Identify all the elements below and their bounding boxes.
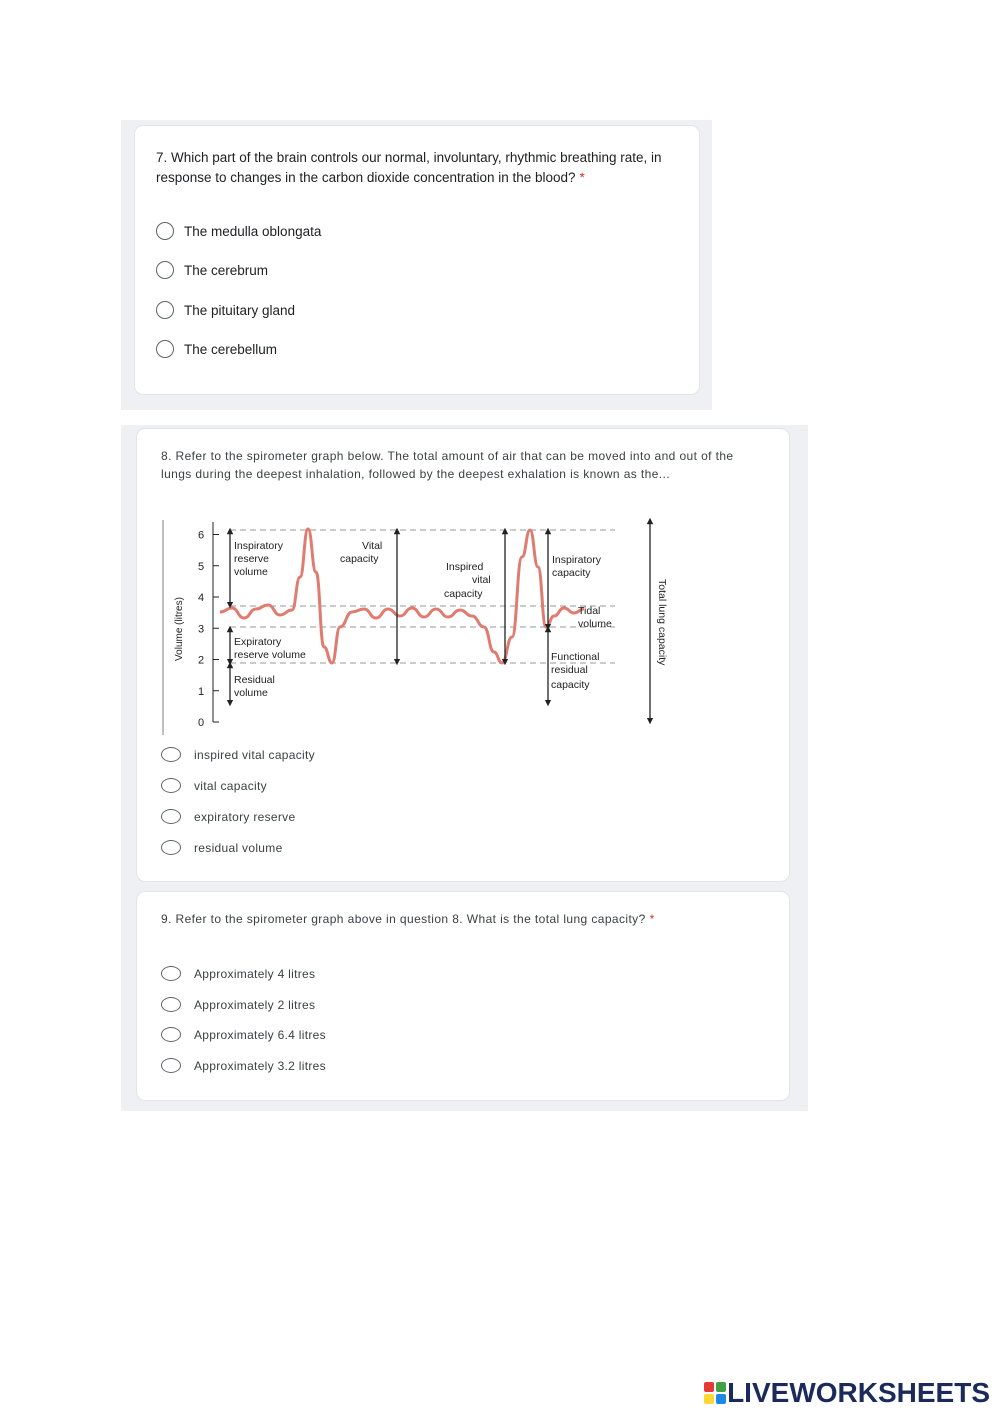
option-label: residual volume [194,840,283,855]
option-label: Approximately 6.4 litres [194,1027,326,1042]
radio-button[interactable] [161,966,181,981]
radio-button[interactable] [161,1058,181,1073]
frc-label-1: Functional [551,651,600,663]
y-tick-label: 6 [198,529,205,542]
q8-option-1[interactable] [161,747,315,762]
q8-option-4[interactable] [161,840,283,855]
ivc-label-2: vital [472,574,491,586]
ivc-label-1: Inspired [446,561,484,573]
q9-option-1[interactable] [161,966,315,981]
question-7-card [135,126,699,394]
y-tick-label: 1 [198,685,205,698]
question-7-label: 7. Which part of the brain controls our normal, involuntary, rhythmic breathing rate, in response to changes in the carbon dioxide concentration in the blood? [156,150,662,186]
option-label: inspired vital capacity [194,747,315,762]
rv-label-2: volume [234,687,268,699]
q7-option-1[interactable] [156,222,321,240]
tlc-label: Total lung capacity [656,579,668,666]
radio-button[interactable] [161,778,181,793]
q9-option-4[interactable] [161,1058,326,1073]
q8-option-2[interactable] [161,778,267,793]
radio-button[interactable] [156,261,174,279]
option-label: The pituitary gland [184,302,296,318]
option-label: Approximately 3.2 litres [194,1058,326,1073]
option-label: The cerebrum [184,262,269,278]
y-axis-label: Volume (litres) [174,597,185,661]
radio-button[interactable] [161,809,181,824]
option-label: The medulla oblongata [184,223,322,239]
option-label: vital capacity [194,778,267,793]
option-label: expiratory reserve [194,809,296,824]
required-mark: * [649,912,655,926]
q9-option-2[interactable] [161,997,315,1012]
option-label: Approximately 4 litres [194,966,316,981]
question-8-text: 8. Refer to the spirometer graph below. The total amount of air that can be moved into and out of the lungs during the deepest inhalation, followed by the deepest exhalation is known as the... [161,449,734,481]
question-9-text [161,910,741,928]
radio-button[interactable] [161,840,181,855]
y-tick-label: 2 [198,654,205,667]
erv-label-2: reserve volume [234,649,306,661]
y-tick-label: 0 [198,717,205,729]
ivc-label-3: capacity [444,588,483,600]
question-9-label: 9. Refer to the spirometer graph above in question 8. What is the total lung capacity? [161,912,646,926]
spirometer-chart [160,517,700,737]
question-7-text [156,148,676,189]
frc-label-3: capacity [551,679,590,691]
q9-option-3[interactable] [161,1027,326,1042]
question-9-card [137,892,789,1100]
frc-label-2: residual [551,664,588,676]
irv-label-1: Inspiratory [234,540,284,552]
ic-label-1: Inspiratory [552,554,602,566]
radio-button[interactable] [156,340,174,358]
radio-button[interactable] [161,1027,181,1042]
brand-name: LIVEWORKSHEETS [727,1377,990,1408]
option-label: The cerebellum [184,341,278,357]
vc-label-2: capacity [340,553,379,565]
q8-option-3[interactable] [161,809,295,824]
irv-label-2: reserve [234,553,270,565]
erv-label-1: Expiratory [234,636,282,648]
radio-button[interactable] [161,747,181,762]
q7-option-4[interactable] [156,340,277,358]
rv-label-1: Residual [234,674,275,686]
liveworksheets-logo [703,1377,990,1409]
logo-icon [703,1381,727,1405]
y-tick-label: 3 [198,623,205,636]
tidal-label-2: volume [578,618,612,630]
irv-label-3: volume [234,566,268,578]
q7-option-2[interactable] [156,261,268,279]
q7-option-3[interactable] [156,301,295,319]
radio-button[interactable] [156,222,174,240]
y-tick-label: 4 [198,592,205,604]
radio-button[interactable] [161,997,181,1012]
required-mark: * [579,170,585,186]
tidal-label-1: Tidal [578,605,601,617]
radio-button[interactable] [156,301,174,319]
vc-label-1: Vital [362,540,383,552]
question-8-card [137,429,789,881]
ic-label-2: capacity [552,567,591,579]
y-tick-label: 5 [198,560,205,573]
option-label: Approximately 2 litres [194,997,316,1012]
